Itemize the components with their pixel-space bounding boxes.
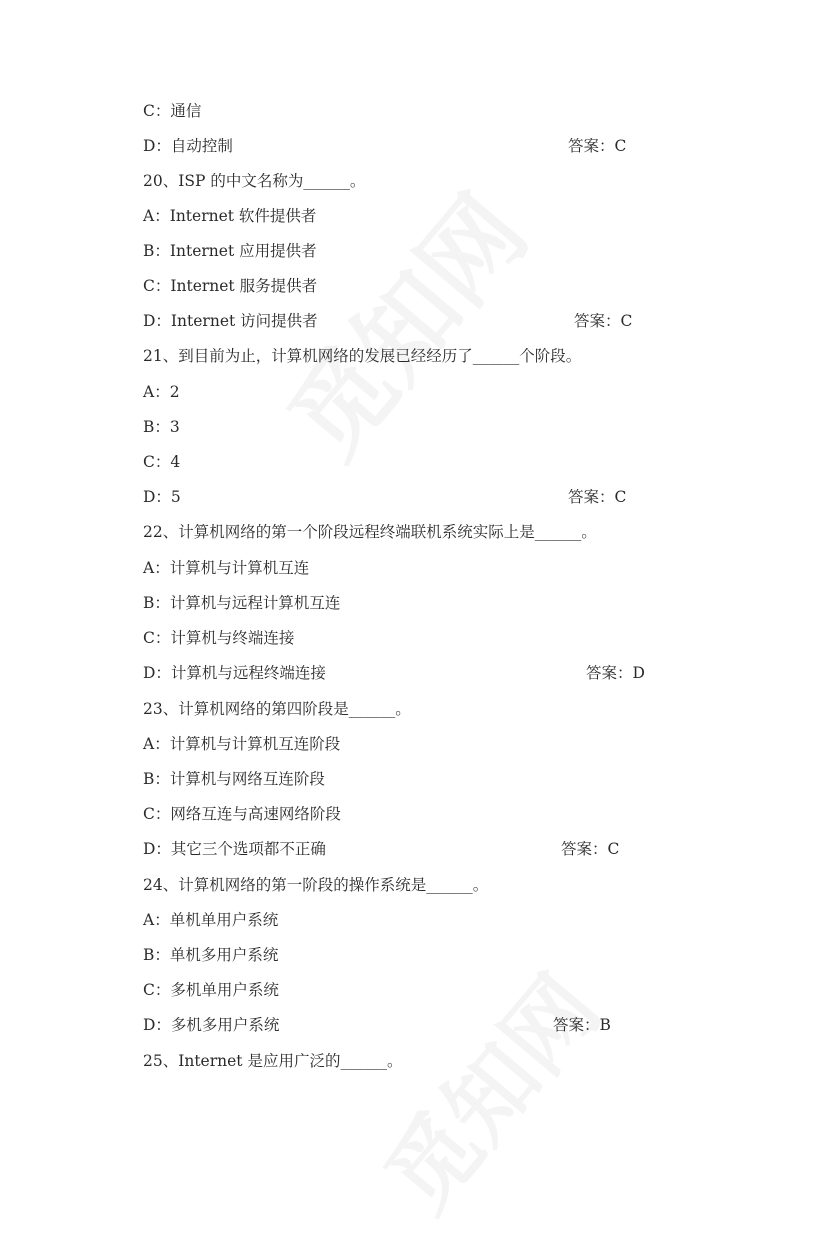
option-20-d: D：Internet 访问提供者: [143, 312, 318, 330]
answer-20: 答案：C: [574, 312, 633, 330]
option-22-a: A：计算机与计算机互连: [143, 559, 310, 577]
watermark-bottom: [350, 943, 623, 1233]
option-23-d: D：其它三个选项都不正确: [143, 840, 326, 858]
option-22-d: D：计算机与远程终端连接: [143, 664, 326, 682]
option-24-c: C：多机单用户系统: [143, 981, 279, 999]
answer-22: 答案：D: [586, 664, 645, 682]
option-23-b: B：计算机与网络互连阶段: [143, 770, 325, 788]
question-24: 24、计算机网络的第一阶段的操作系统是______。: [143, 876, 489, 894]
option-19-c: C：通信: [143, 102, 202, 120]
answer-19: 答案：C: [568, 137, 627, 155]
answer-21: 答案：C: [568, 488, 627, 506]
option-22-c: C：计算机与终端连接: [143, 629, 295, 647]
option-24-d: D：多机多用户系统: [143, 1016, 280, 1034]
question-22: 22、计算机网络的第一个阶段远程终端联机系统实际上是______。: [143, 523, 597, 541]
option-23-c: C：网络互连与高速网络阶段: [143, 805, 341, 823]
option-20-b: B：Internet 应用提供者: [143, 242, 317, 260]
answer-24: 答案：B: [553, 1016, 611, 1034]
option-23-a: A：计算机与计算机互连阶段: [143, 735, 341, 753]
option-20-c: C：Internet 服务提供者: [143, 277, 318, 295]
option-21-b: B：3: [143, 418, 180, 436]
answer-23: 答案：C: [561, 840, 620, 858]
option-19-d: D：自动控制: [143, 137, 233, 155]
option-24-b: B：单机多用户系统: [143, 946, 279, 964]
question-25: 25、Internet 是应用广泛的______。: [143, 1052, 403, 1070]
option-24-a: A：单机单用户系统: [143, 911, 279, 929]
question-23: 23、计算机网络的第四阶段是______。: [143, 700, 411, 718]
option-21-a: A：2: [143, 383, 180, 401]
option-21-c: C：4: [143, 453, 181, 471]
question-21: 21、到目前为止，计算机网络的发展已经经历了______个阶段。: [143, 347, 582, 365]
option-20-a: A：Internet 软件提供者: [143, 207, 317, 225]
question-20: 20、ISP 的中文名称为______。: [143, 172, 366, 190]
option-22-b: B：计算机与远程计算机互连: [143, 594, 341, 612]
option-21-d: D：5: [143, 488, 181, 506]
